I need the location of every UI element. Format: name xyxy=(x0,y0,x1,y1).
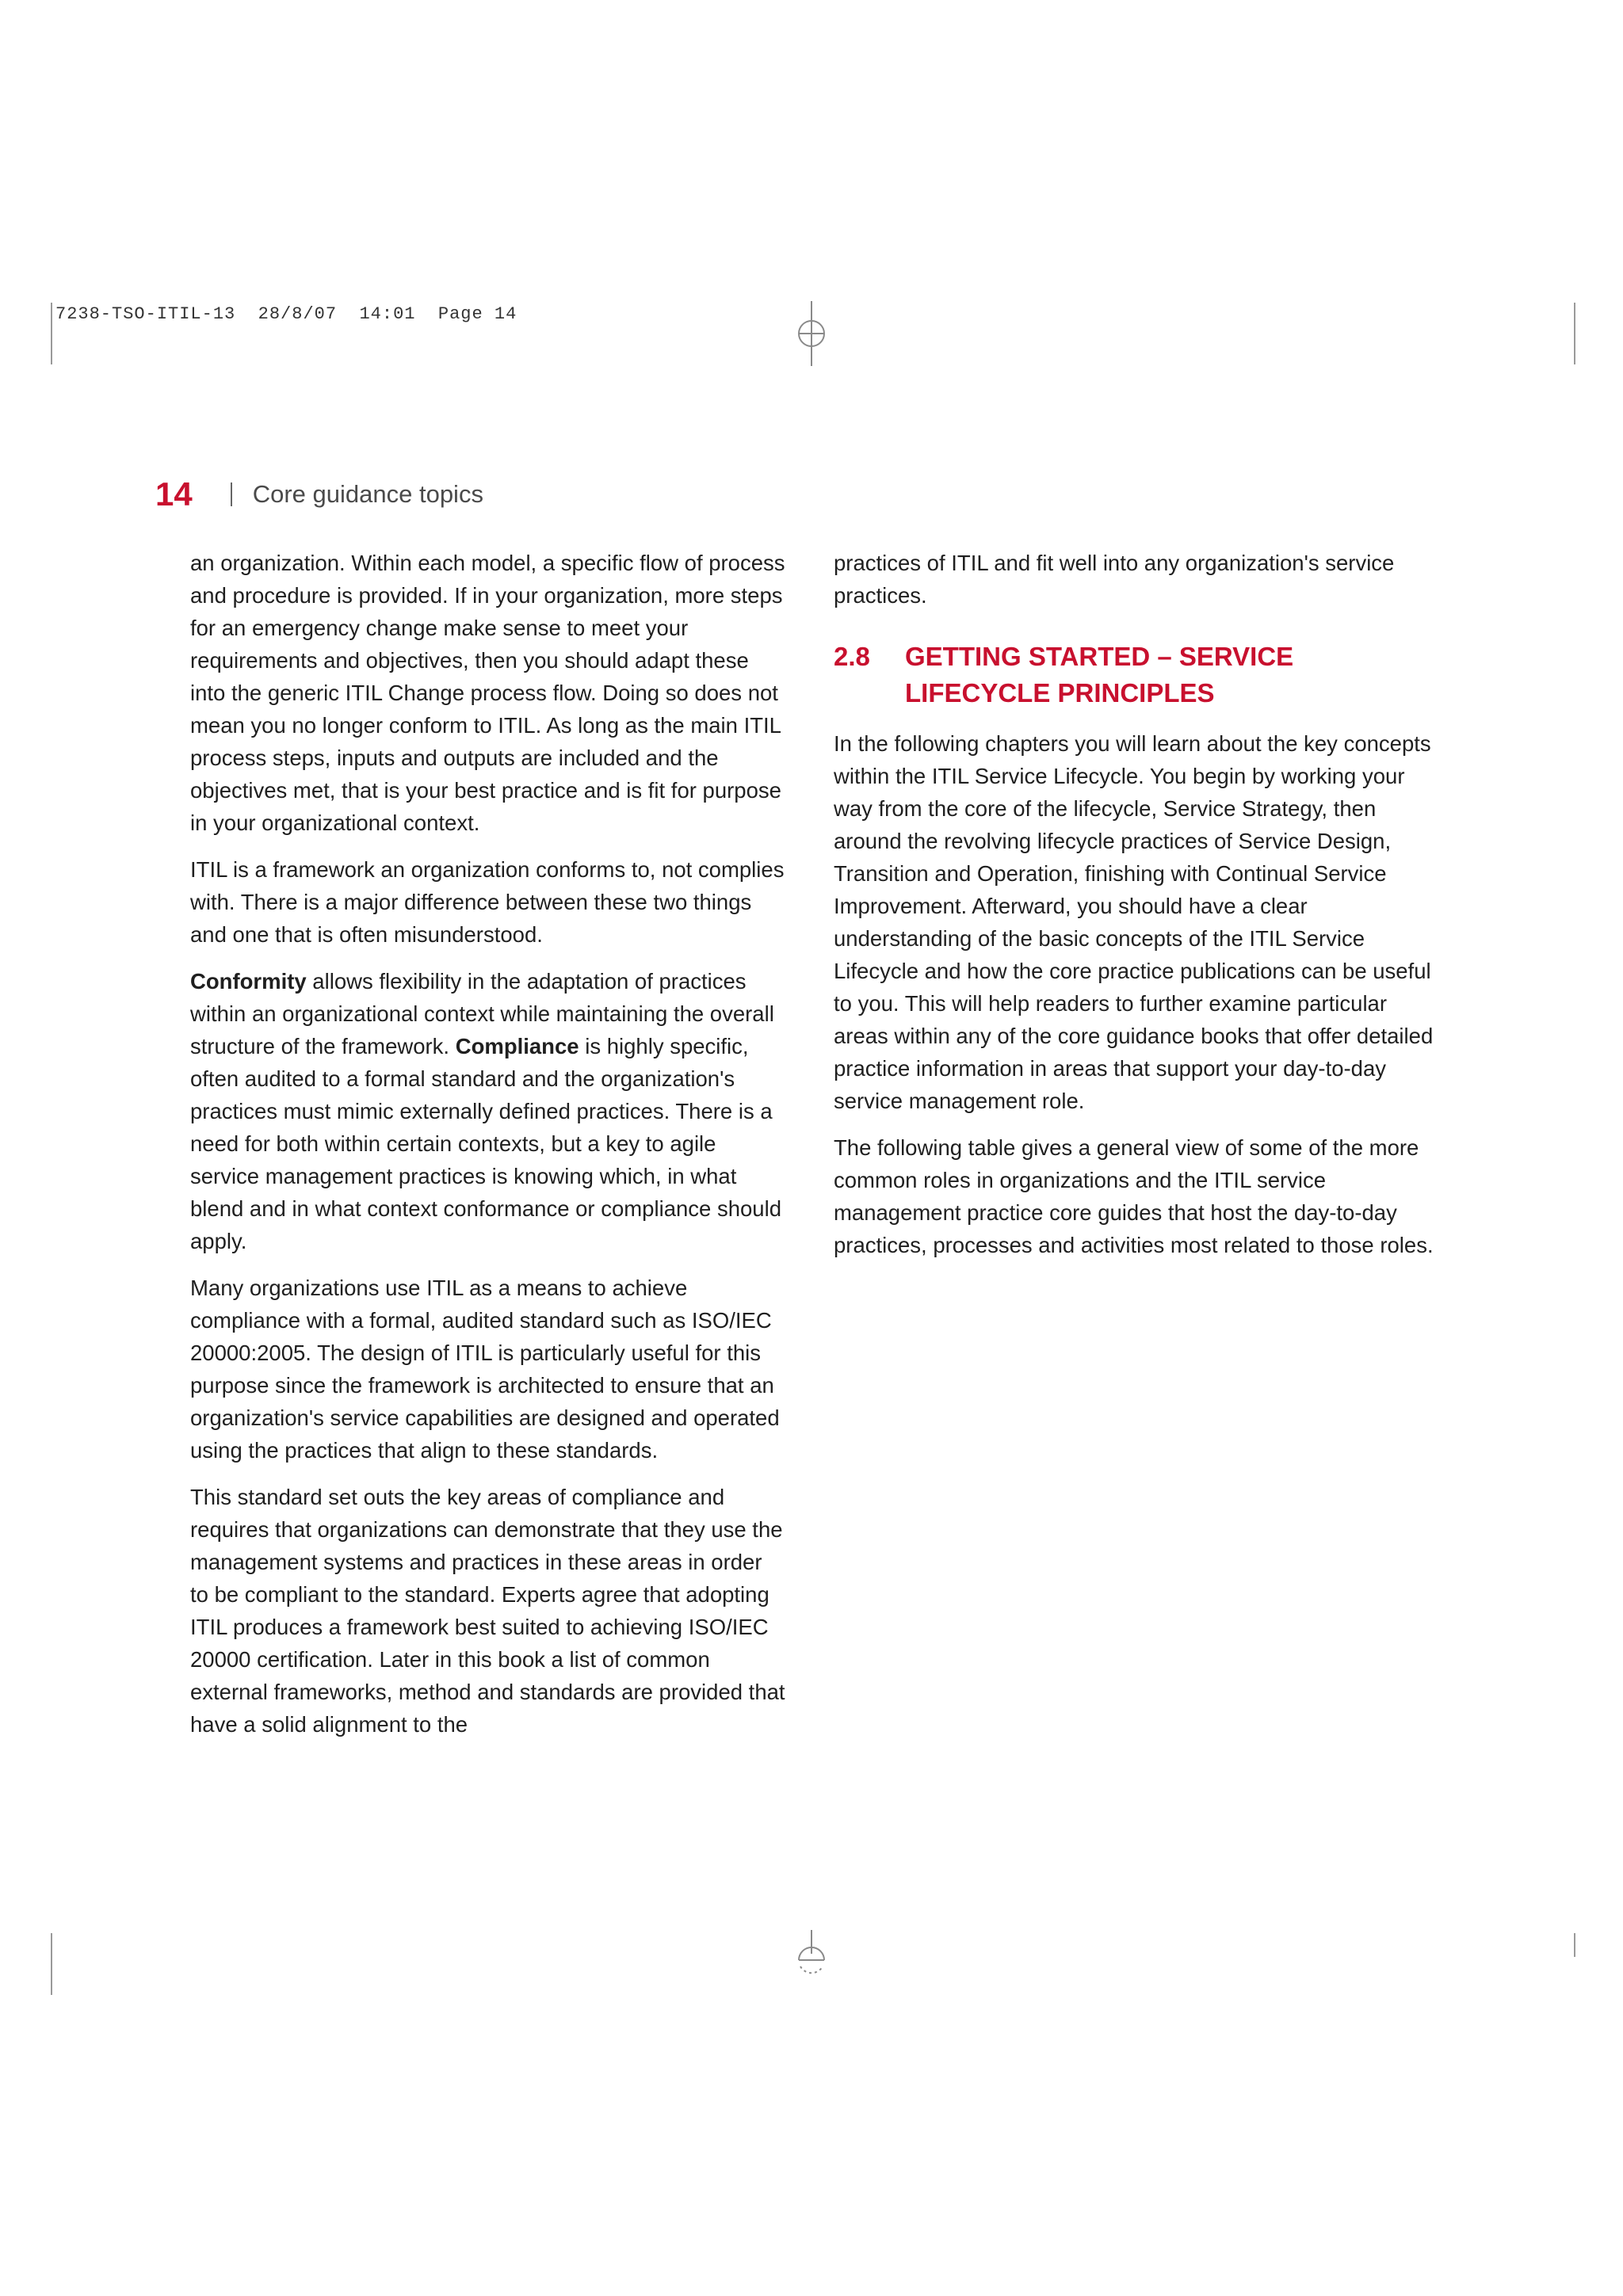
left-column xyxy=(190,547,786,1755)
registration-mark-bottom-icon xyxy=(796,1930,827,1987)
header-divider xyxy=(231,482,232,506)
section-number: 2.8 xyxy=(834,642,870,671)
section-heading xyxy=(834,639,1436,711)
page-number: 14 xyxy=(155,475,193,513)
crop-mark-bottom-left xyxy=(51,1933,52,1995)
crop-mark-top-left xyxy=(51,303,52,364)
paragraph: practices of ITIL and fit well into any organization's service practices. xyxy=(834,551,1395,608)
right-column xyxy=(834,547,1436,1276)
paragraph-text: allows flexibility in the adaptation of practices within an organizational context while maintaining the overall structure of the framework. xyxy=(190,969,774,1058)
paragraph: ITIL is a framework an organization conforms to, not complies with. There is a major difference between these two things and one that is often misunderstood. xyxy=(190,857,785,947)
term-conformity: Conformity xyxy=(190,969,307,994)
paragraph: In the following chapters you will learn about the key concepts within the ITIL Service Lifecycle. You begin by working your way from the core of the lifecycle, Service Strategy, then around the revolving lifecycle practices of Service Design, Transition and Operation, finishing with Continual Service Improvement. Afterward, you should have a clear understanding of the basic concepts of the ITIL Service Lifecycle and how the core practice publications can be useful to you. This will help readers to further examine particular areas within any of the core guidance books that offer detailed practice information in areas that support your day-to-day service management role. xyxy=(834,731,1434,1113)
paragraph-text: is highly specific, often audited to a formal standard and the organization's practices must mimic externally defined practices. There is a need for both within certain contexts, but a key to agile service management practices is knowing which, in what blend and in what context conformance or compliance should apply. xyxy=(190,1034,782,1253)
term-compliance: Compliance xyxy=(455,1034,579,1058)
section-title: GETTING STARTED – SERVICE LIFECYCLE PRINCIPLES xyxy=(905,642,1294,707)
crop-mark-bottom-right xyxy=(1574,1933,1575,1957)
paragraph xyxy=(190,965,786,1257)
crop-mark-top-right xyxy=(1574,303,1575,364)
registration-mark-top-icon xyxy=(796,301,827,366)
paragraph: This standard set outs the key areas of compliance and requires that organizations can demonstrate that they use the management systems and practices in these areas in order to be compliant to the standard. Experts agree that adopting ITIL produces a framework best suited to achieving ISO/IEC 20000 certification. Later in this book a list of common external frameworks, method and standards are provided that have a solid alignment to the xyxy=(190,1485,785,1737)
paragraph: an organization. Within each model, a specific flow of process and procedure is provided. If in your organization, more steps for an emergency change make sense to meet your requirements and objectives, then you should adapt these into the generic ITIL Change process flow. Doing so does not mean you no longer conform to ITIL. As long as the main ITIL process steps, inputs and outputs are included and the objectives met, that is your best practice and is fit for purpose in your organizational context. xyxy=(190,551,785,835)
chapter-title: Core guidance topics xyxy=(252,480,483,508)
running-header xyxy=(155,471,483,518)
paragraph: Many organizations use ITIL as a means to achieve compliance with a formal, audited standard such as ISO/IEC 20000:2005. The design of ITIL is particularly useful for this purpose since the framework is architected to ensure that an organization's service capabilities are designed and operated using the practices that align to these standards. xyxy=(190,1276,780,1463)
paragraph: The following table gives a general view of some of the more common roles in organizations and the ITIL service management practice core guides that host the day-to-day practices, processes and activities most related to those roles. xyxy=(834,1135,1434,1257)
printer-slug: 7238-TSO-ITIL-13 28/8/07 14:01 Page 14 xyxy=(55,304,517,324)
